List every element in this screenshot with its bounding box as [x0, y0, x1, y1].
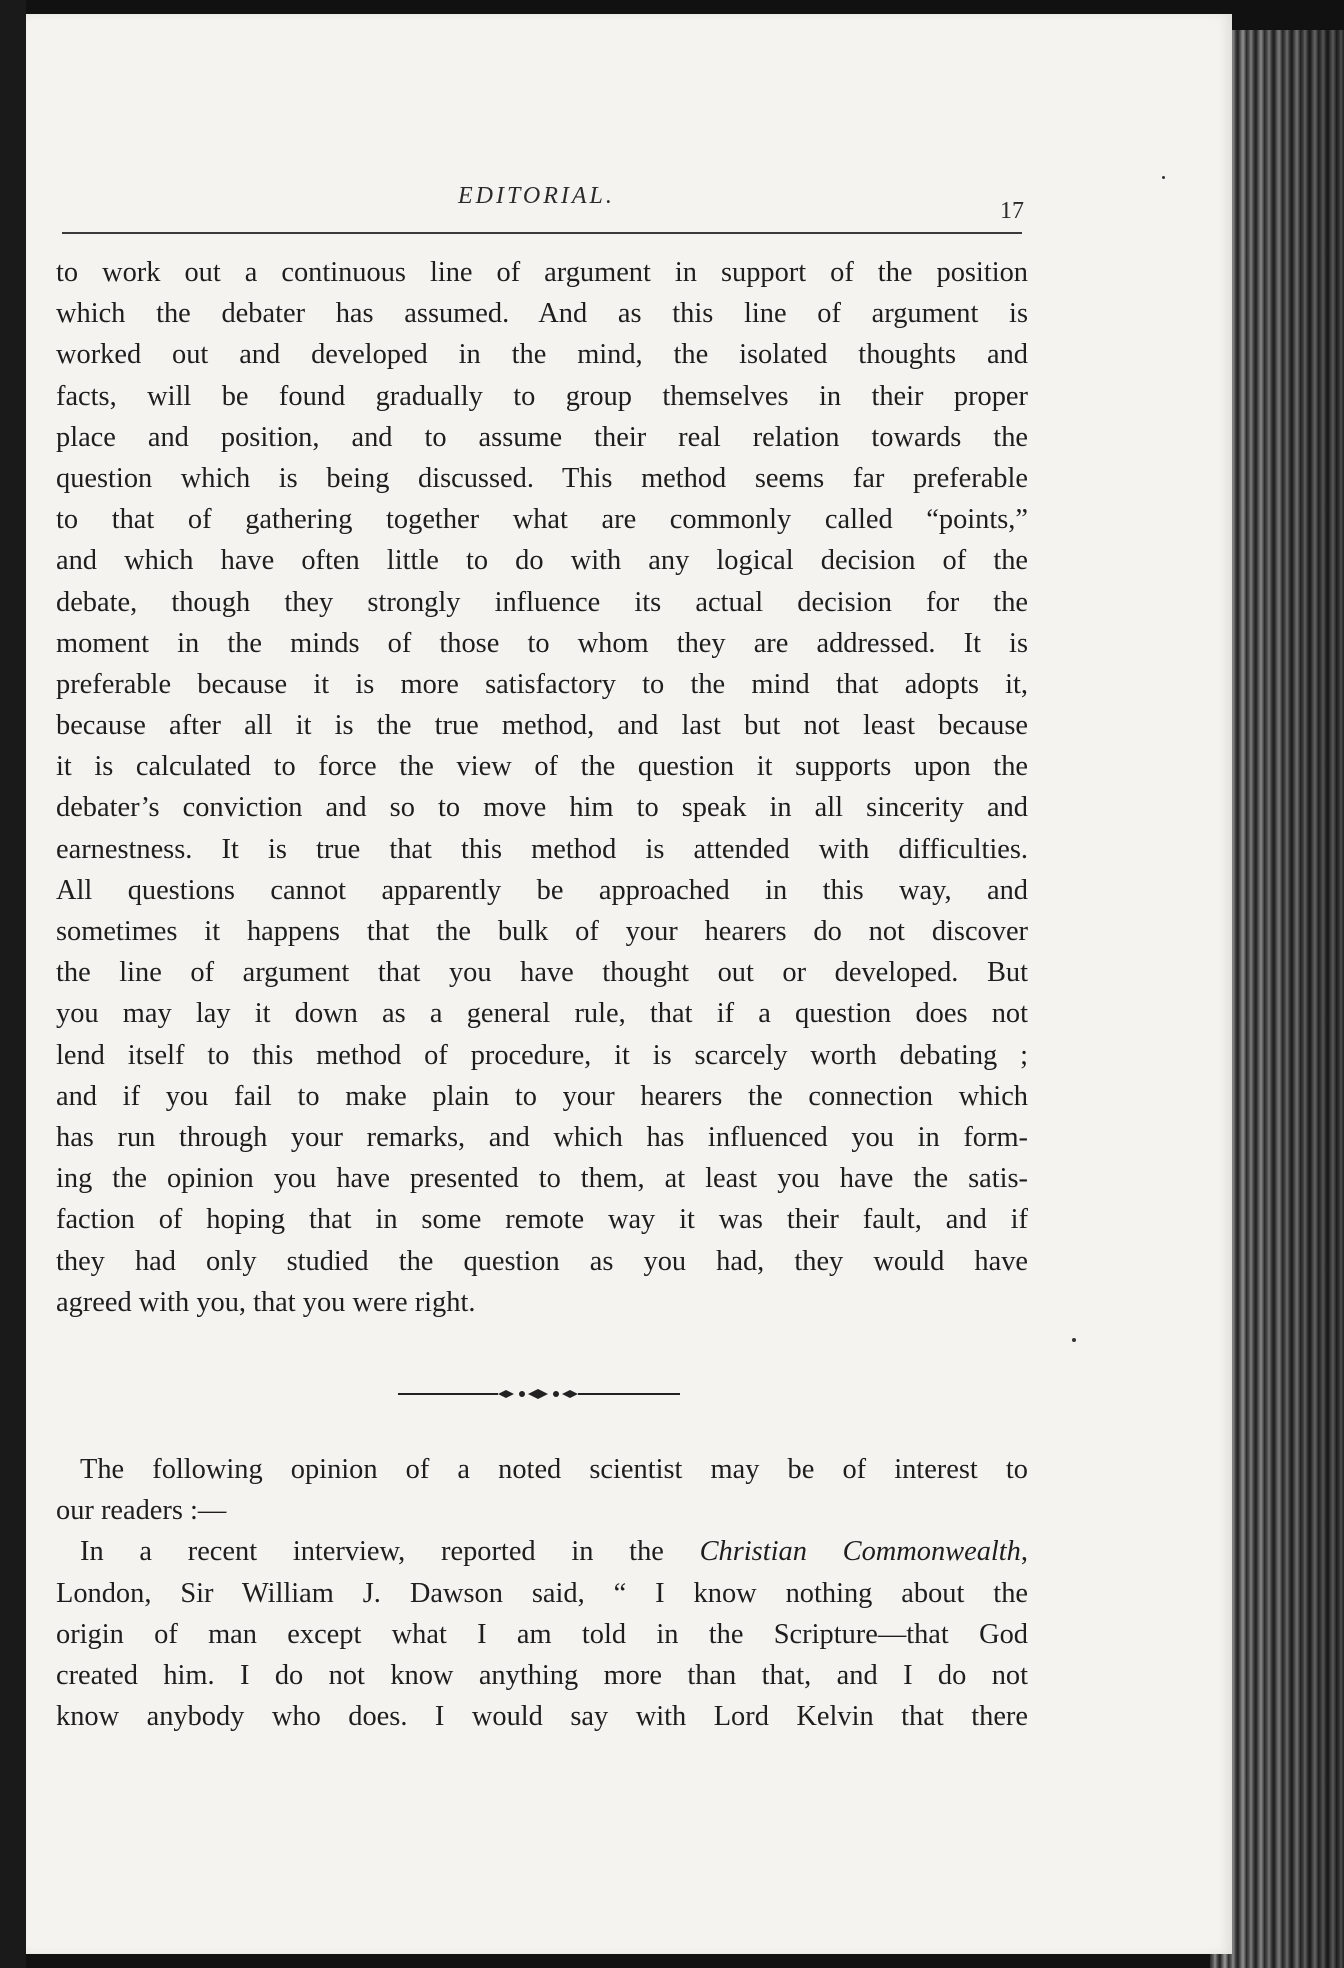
text-line: earnestness. It is true that this method is attended with difficulties.	[56, 833, 1028, 865]
text-line: you may lay it down as a general rule, that if a question does not	[56, 998, 1028, 1030]
section-divider-ornament	[398, 1384, 680, 1404]
text-line: All questions cannot apparently be approached in this way, and	[56, 874, 1028, 906]
text-line: preferable because it is more satisfactory to the mind that adopts it,	[56, 668, 1028, 700]
text-line: debater’s conviction and so to move him to speak in all sincerity and	[56, 792, 1028, 824]
text-line: the line of argument that you have thought out or developed. But	[56, 957, 1028, 989]
text-line: origin of man except what I am told in the Scripture—that God	[56, 1618, 1028, 1650]
text-line: created him. I do not know anything more than that, and I do not	[56, 1659, 1028, 1691]
text-line: debate, though they strongly influence its actual decision for the	[56, 586, 1028, 618]
paper-speck	[1072, 1338, 1076, 1342]
text-line: our readers :—	[56, 1495, 227, 1527]
text-line: worked out and developed in the mind, the isolated thoughts and	[56, 339, 1028, 371]
text-line: to work out a continuous line of argument in support of the position	[56, 257, 1028, 288]
scientist-opinion-section	[56, 1450, 1028, 1738]
text-fragment: ,	[1020, 1536, 1028, 1568]
text-line: ing the opinion you have presented to them, at least you have the satis-	[56, 1163, 1028, 1195]
text-line: because after all it is the true method, and last but not least because	[56, 710, 1028, 742]
text-line: it is calculated to force the view of the question it supports upon the	[56, 751, 1028, 783]
text-line: to that of gathering together what are commonly called “points,”	[56, 504, 1028, 536]
book-gutter-left	[0, 0, 26, 1968]
page-edges-shadow	[1232, 30, 1344, 1968]
text-line: and if you fail to make plain to your hearers the connection which	[56, 1080, 1028, 1112]
text-line: moment in the minds of those to whom they are addressed. It is	[56, 627, 1028, 659]
text-line: sometimes it happens that the bulk of your hearers do not discover	[56, 916, 1028, 947]
page-number: 17	[1000, 198, 1024, 224]
text-fragment: In a recent interview, reported in the	[80, 1536, 700, 1568]
text-line: has run through your remarks, and which has influenced you in form-	[56, 1121, 1028, 1153]
text-line: question which is being discussed. This method seems far preferable	[56, 462, 1028, 494]
text-line: know anybody who does. I would say with Lord Kelvin that there	[56, 1701, 1028, 1733]
running-head: EDITORIAL.	[458, 183, 615, 209]
text-line: faction of hoping that in some remote way it was their fault, and if	[56, 1204, 1028, 1236]
text-line: they had only studied the question as you had, they would have	[56, 1245, 1028, 1277]
paper-speck	[1162, 176, 1165, 179]
text-line: lend itself to this method of procedure, it is scarcely worth debating ;	[56, 1039, 1028, 1071]
text-line: which the debater has assumed. And as this line of argument is	[56, 298, 1028, 330]
text-line: and which have often little to do with any logical decision of the	[56, 545, 1028, 577]
text-line: London, Sir William J. Dawson said, “ I know nothing about the	[56, 1577, 1028, 1609]
text-line: agreed with you, that you were right.	[56, 1286, 476, 1318]
text-line: facts, will be found gradually to group themselves in their proper	[56, 380, 1028, 412]
text-line: place and position, and to assume their real relation towards the	[56, 421, 1028, 453]
text-line-with-italic	[56, 1532, 1028, 1573]
text-line: The following opinion of a noted scientist may be of interest to	[80, 1454, 1028, 1485]
editorial-paragraph	[56, 252, 1028, 1323]
header-rule	[62, 232, 1022, 234]
publication-title: Christian Commonwealth	[699, 1536, 1021, 1568]
